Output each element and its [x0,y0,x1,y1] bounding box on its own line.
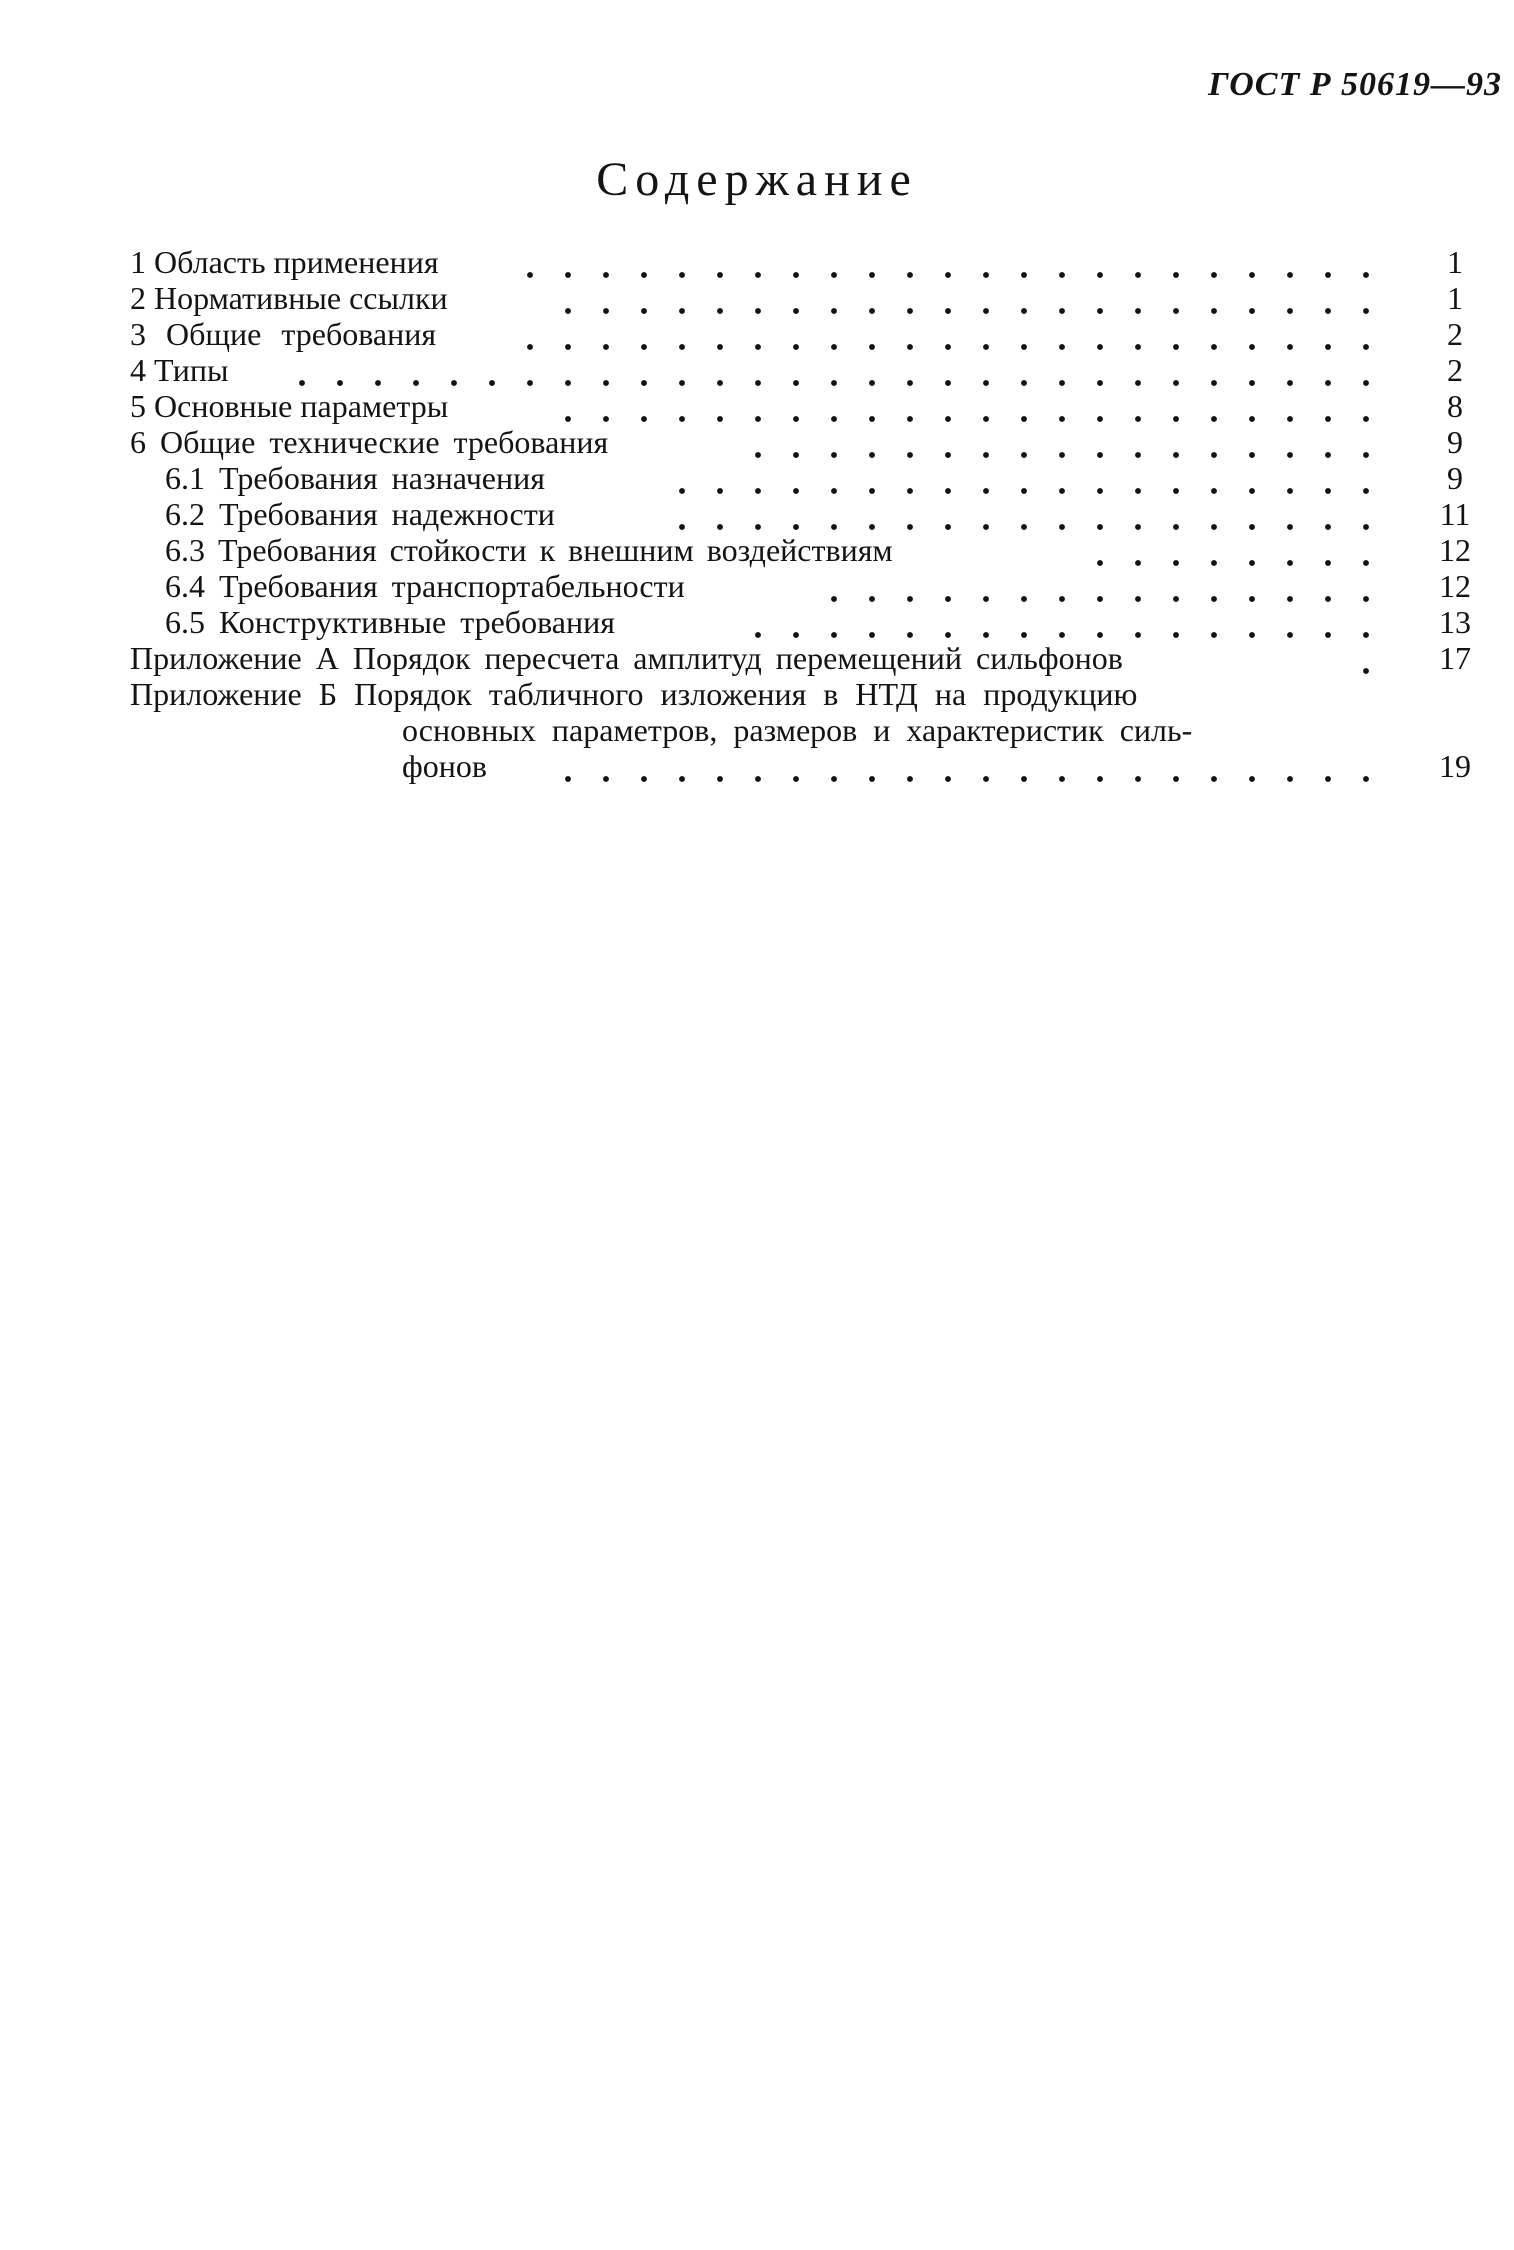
toc-entry-page: 9 [1447,424,1463,460]
toc-entry-page: 12 [1439,532,1471,568]
toc-entry[interactable] [0,424,1514,460]
toc-entry-title: 5 Основные параметры [130,388,449,424]
toc-entry-page: 8 [1447,388,1463,424]
dot-leader [660,472,1385,496]
dot-leader [520,256,1385,280]
dot-leader [745,436,1385,460]
toc-entry-title: 1 Область применения [130,244,439,280]
toc-entry[interactable] [0,280,1514,316]
dot-leader [1070,544,1385,568]
dot-leader [550,400,1385,424]
toc-entry[interactable] [0,352,1514,388]
toc-entry-title: 6.5 Конструктивные требования [165,604,615,640]
dot-leader [545,760,1385,784]
toc-entry-title: 4 Типы [130,352,229,388]
toc-entry-page: 9 [1447,460,1463,496]
toc-entry[interactable] [0,244,1514,280]
toc-entry-page: 2 [1447,352,1463,388]
toc-appendix-continuation [0,712,1514,748]
dot-leader [670,508,1385,532]
toc-entry-title: 6.4 Требования транспортабельности [165,568,685,604]
dot-leader [510,328,1385,352]
dot-leader [815,580,1385,604]
toc-entry-title: основных параметров, размеров и характеристик силь- [402,712,1193,748]
toc-entry-title: фонов [402,748,487,784]
dot-leader [535,292,1385,316]
toc-entry-title: 3 Общие требования [130,316,437,352]
dot-leader [275,364,1385,388]
toc-entry-title: Приложение Б Порядок табличного изложения в НТД на продукцию [130,676,1138,712]
standard-code: ГОСТ Р 50619—93 [1208,66,1502,103]
dot-leader [740,616,1385,640]
toc-entry-title: 6.2 Требования надежности [165,496,555,532]
toc-entry[interactable] [0,388,1514,424]
toc-subentry[interactable] [0,532,1514,568]
toc-entry-page: 13 [1439,604,1471,640]
toc-subentry[interactable] [0,460,1514,496]
toc-entry-page: 12 [1439,568,1471,604]
toc-subentry[interactable] [0,568,1514,604]
toc-entry-page: 2 [1447,316,1463,352]
toc-entry-title: 2 Нормативные ссылки [130,280,448,316]
toc-appendix-continuation[interactable] [0,748,1514,784]
toc-entry-page: 17 [1439,640,1471,676]
toc-entry-title: Приложение А Порядок пересчета амплитуд перемещений сильфонов [130,640,1123,676]
toc-subentry[interactable] [0,604,1514,640]
toc-entry-page: 19 [1439,748,1471,784]
page-title: Содержание [596,153,918,206]
toc-appendix[interactable] [0,640,1514,676]
toc-entry-page: 1 [1447,280,1463,316]
toc-subentry[interactable] [0,496,1514,532]
dot-leader [1340,652,1385,676]
table-of-contents [0,244,1514,784]
toc-entry-page: 11 [1439,496,1471,532]
toc-entry-title: 6 Общие технические требования [130,424,609,460]
toc-appendix[interactable] [0,676,1514,712]
toc-entry-title: 6.1 Требования назначения [165,460,545,496]
toc-entry-page: 1 [1447,244,1463,280]
toc-entry[interactable] [0,316,1514,352]
toc-entry-title: 6.3 Требования стойкости к внешним воздействиям [165,532,893,568]
